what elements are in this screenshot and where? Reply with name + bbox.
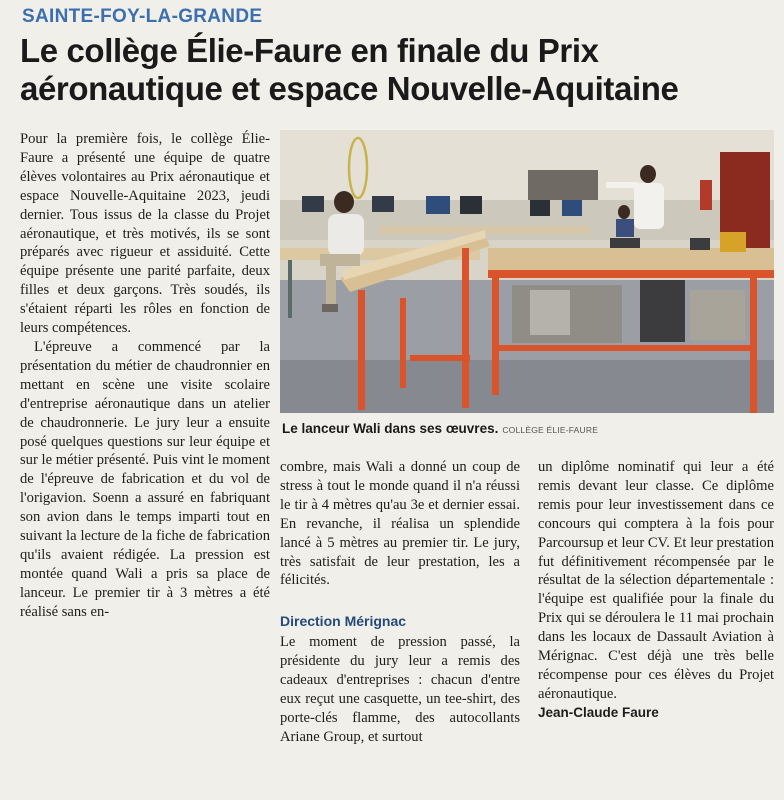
article-column-3 [538,458,774,723]
paragraph-tir: combre, mais Wali a donné un coup de stress à tout le monde quand il n'a réussi le tir à 4 mètres qu'au 3e et dernier essai. En revanche, il réalisa un splendide lancé à 5 mètres au premier tir. Le jury, très satisfait de leur prestation, les a félicités. [280,459,520,589]
caption-text: Le lanceur Wali dans ses œuvres. [282,421,499,436]
article-column-1 [20,130,270,622]
kicker: SAINTE-FOY-LA-GRANDE [22,6,263,27]
paragraph-epreuve: L'épreuve a commencé par la présentation du métier de chaudronnier en mettant en scène une visite scolaire d'entreprise aéronautique dans un atelier de chaudronnerie. Le jury leur a ensuite posé quelques questions sur leur équipe et sur le métier présenté. Puis vint le moment de l'épreuve de fabrication et du vol de l'origavion. Soenn a assuré en fabriquant son avion dans le temps imparti tout en suivant la lecture de la fiche de fabrication qu'ils avaient rédigée. La pression est montée quand Wali a pris sa place de lanceur. Le premier tir à 3 mètres a été réalisé sans en- [20,338,270,620]
photo-credit: COLLÈGE ÉLIE-FAURE [502,425,599,435]
paragraph-cadeaux: Le moment de pression passé, la présidente du jury leur a remis des cadeaux d'entreprises : chacun d'entre eux reçut une casquette, un tee-shirt, des porte-clés flamme, des autocollants Ariane Group, et surtout [280,634,520,745]
photo-caption [282,420,772,438]
subheading-direction: Direction Mérignac [280,613,407,630]
article-photo [280,130,774,413]
paragraph-intro: Pour la première fois, le collège Élie-Faure a présenté une équipe de quatre élèves volontaires au Prix aéronautique et espace Nouvelle-Aquitaine 2023, jeudi dernier. Tous issus de la classe du Projet aéronautique, et très motivés, ils se sont préparés avec rigueur et assiduité. Cette équipe présente une parité parfaite, deux filles et deux garçons. Très soudés, ils s'étaient réparti les rôles en fonction de leurs compétences. [20,131,270,337]
author-signature: Jean-Claude Faure [538,704,659,720]
headline: Le collège Élie-Faure en finale du Prix aéronautique et espace Nouvelle-Aquitaine [20,32,679,107]
article-column-2 [280,458,520,747]
paragraph-diplome: un diplôme nominatif qui leur a été remis devant leur classe. Ce diplôme remis pour leur investissement dans ce concours qui comptera à la fois pour Parcoursup et leur CV. Et leur prestation fut définitivement récompensée par le résultat de la sélection départementale : l'équipe est qualifiée pour la finale du Prix qui se déroulera le 11 mai prochain dans les locaux de Dassault Aviation à Mérignac. C'est déjà une très belle récompense pour ces élèves du Projet aéronautique. [538,459,775,702]
